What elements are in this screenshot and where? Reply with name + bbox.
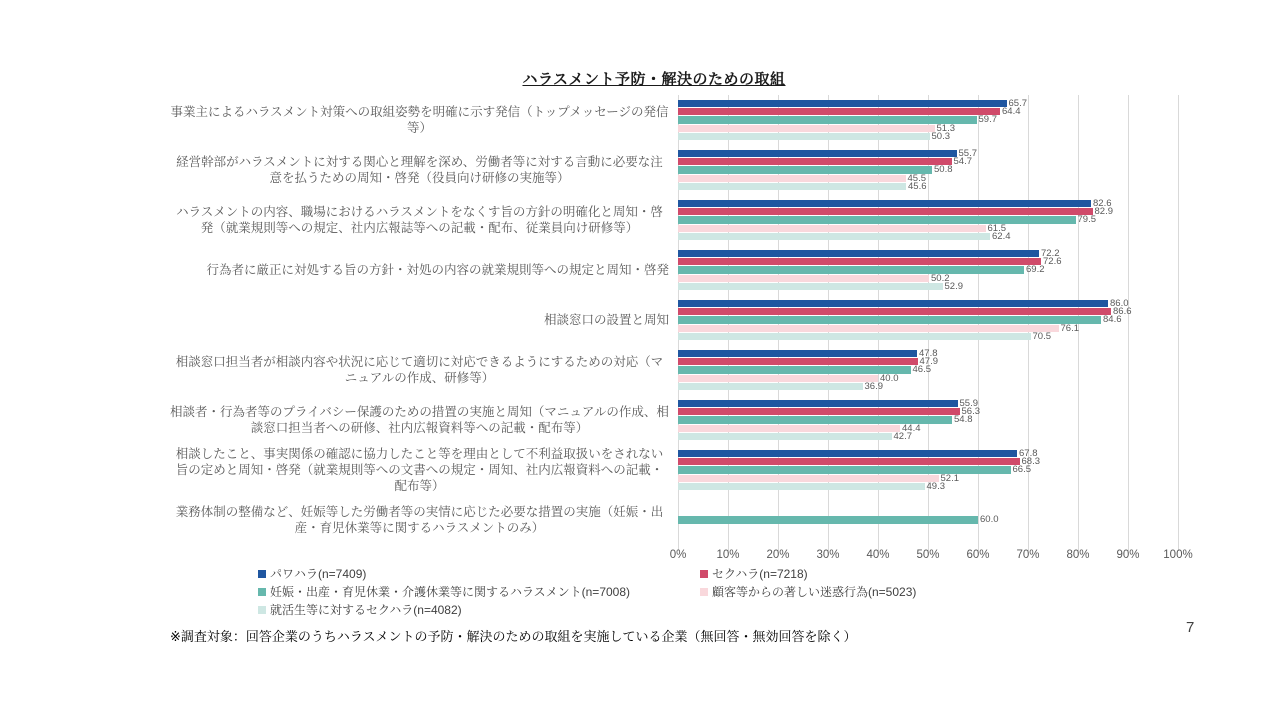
bar (678, 125, 935, 132)
bar-group (678, 395, 1183, 445)
value-label: 49.3 (926, 481, 945, 492)
category-label: 業務体制の整備など、妊娠等した労働者等の実情に応じた必要な措置の実施（妊娠・出産・育児休業等に関するハラスメントのみ） (175, 504, 664, 535)
legend-swatch (258, 570, 266, 578)
value-label: 46.5 (912, 364, 931, 376)
bar-slot (678, 214, 1183, 226)
value-label: 62.4 (992, 231, 1011, 242)
bar (678, 100, 1007, 107)
bar (678, 250, 1039, 257)
bar (678, 258, 1041, 265)
bar (678, 225, 986, 232)
legend-label: 就活生等に対するセクハラ(n=4082) (270, 603, 462, 617)
axis-tick-label: 50% (916, 549, 940, 561)
bar-slot (678, 500, 1183, 507)
value-label: 86.0 (1110, 297, 1129, 309)
category-label: 相談窓口担当者が相談内容や状況に応じて適切に対応できるようにするための対応（マニュアルの作成、研修等） (175, 354, 664, 385)
value-label: 69.2 (1026, 264, 1045, 276)
category-row (170, 395, 1183, 445)
value-label: 59.7 (978, 114, 997, 126)
bar-slot (678, 383, 1183, 390)
category-label: ハラスメントの内容、職場におけるハラスメントをなくす旨の方針の明確化と周知・啓発（就業規則等への規定、社内広報誌等への記載・配布、従業員向け研修等） (176, 204, 663, 235)
bar (678, 183, 906, 190)
axis-tick-label: 100% (1163, 549, 1193, 561)
bar (678, 150, 957, 157)
bar-group (678, 345, 1183, 395)
bar (678, 475, 939, 482)
value-label: 50.2 (931, 272, 950, 284)
axis-tick-label: 80% (1066, 549, 1090, 561)
bar (678, 333, 1031, 340)
legend-item (258, 565, 366, 582)
legend-label: 顧客等からの著しい迷惑行為(n=5023) (712, 585, 917, 599)
bar-group (678, 445, 1183, 495)
bar-slot (678, 422, 1183, 434)
category-row (170, 245, 1183, 295)
bar-slot (678, 514, 1183, 526)
bar-group (678, 295, 1183, 345)
bar (678, 458, 1020, 465)
bar-slot (678, 147, 1183, 159)
axis-tick-label: 10% (716, 549, 740, 561)
footnote: ※調査対象：回答企業のうちハラスメントの予防・解決のための取組を実施している企業（無回答・無効回答を除く） (170, 629, 857, 644)
value-label: 45.5 (907, 172, 926, 184)
bar-slot (678, 414, 1183, 426)
legend-swatch (700, 570, 708, 578)
bar-slot (678, 122, 1183, 134)
value-label: 60.0 (980, 514, 999, 526)
bar (678, 516, 978, 523)
bar (678, 383, 863, 390)
value-label: 86.6 (1113, 305, 1132, 317)
axis-tick-label: 20% (766, 549, 790, 561)
legend-item (258, 601, 462, 618)
bar (678, 400, 958, 407)
bar (678, 325, 1059, 332)
value-label: 61.5 (987, 222, 1006, 234)
bar-group (678, 95, 1183, 145)
bar-group (678, 195, 1183, 245)
value-label: 55.7 (958, 147, 977, 159)
category-label: 経営幹部がハラスメントに対する関心と理解を深め、労働者等に対する言動に必要な注意を払うための周知・啓発（役員向け研修の実施等） (176, 154, 663, 185)
bar (678, 116, 977, 123)
bar (678, 408, 960, 415)
bar-slot (678, 455, 1183, 467)
value-label: 72.2 (1041, 247, 1060, 259)
bar (678, 316, 1101, 323)
category-label: 事業主によるハラスメント対策への取組姿勢を明確に示す発信（トップメッセージの発信等） (170, 104, 669, 135)
bar-chart (170, 95, 1193, 570)
value-label: 52.9 (944, 281, 963, 292)
bar-slot (678, 525, 1183, 532)
bar-slot (678, 233, 1183, 240)
value-label: 36.9 (864, 381, 883, 392)
value-label: 68.3 (1021, 455, 1040, 467)
axis-tick-label: 60% (966, 549, 990, 561)
bar (678, 425, 900, 432)
value-label: 56.3 (961, 405, 980, 417)
value-label: 47.8 (919, 347, 938, 359)
legend-label: セクハラ(n=7218) (712, 567, 808, 581)
bar (678, 483, 925, 490)
bar (678, 275, 929, 282)
value-label: 82.6 (1093, 197, 1112, 209)
value-label: 50.8 (934, 164, 953, 176)
value-label: 84.6 (1103, 314, 1122, 326)
bar-group (678, 495, 1183, 545)
value-label: 55.9 (959, 397, 978, 409)
value-label: 50.3 (931, 131, 950, 142)
bar (678, 133, 930, 140)
value-label: 65.7 (1008, 97, 1027, 109)
bar (678, 358, 918, 365)
legend-swatch (258, 606, 266, 614)
category-row (170, 295, 1183, 345)
category-row (170, 195, 1183, 245)
value-label: 47.9 (919, 355, 938, 367)
bar (678, 283, 943, 290)
value-label: 44.4 (902, 422, 921, 434)
bar-slot (678, 183, 1183, 190)
bar (678, 266, 1024, 273)
category-label: 相談したこと、事実関係の確認に協力したこと等を理由として不利益取扱いをされない旨の定めと周知・啓発（就業規則等への文書への規定・周知、社内広報資料への記載・配布等） (175, 446, 664, 494)
legend-label: 妊娠・出産・育児休業・介護休業等に関するハラスメント(n=7008) (270, 585, 631, 599)
bar-slot (678, 314, 1183, 326)
axis-tick-label: 30% (816, 549, 840, 561)
bar-slot (678, 133, 1183, 140)
chart-rows (170, 95, 1183, 545)
bar-slot (678, 247, 1183, 259)
bar-slot (678, 114, 1183, 126)
bar-slot (678, 483, 1183, 490)
category-label: 相談窓口の設置と周知 (543, 312, 669, 327)
bar (678, 175, 906, 182)
legend-item (700, 565, 808, 582)
bar-slot (678, 97, 1183, 109)
legend-item (258, 583, 630, 600)
value-label: 54.7 (953, 155, 972, 167)
bar-slot (678, 283, 1183, 290)
value-label: 76.1 (1060, 322, 1079, 334)
axis-tick-label: 40% (866, 549, 890, 561)
value-label: 54.8 (954, 414, 973, 426)
bar (678, 108, 1000, 115)
value-label: 42.7 (893, 431, 912, 442)
category-label: 相談者・行為者等のプライバシー保護のための措置の実施と周知（マニュアルの作成、相談窓口担当者への研修、社内広報資料等への記載・配布等） (170, 404, 669, 435)
bar-slot (678, 405, 1183, 417)
bar-slot (678, 397, 1183, 409)
value-label: 64.4 (1002, 105, 1021, 117)
bar-slot (678, 364, 1183, 376)
category-row (170, 345, 1183, 395)
bar-slot (678, 322, 1183, 334)
bar (678, 433, 892, 440)
bar (678, 300, 1108, 307)
bar (678, 200, 1091, 207)
bar-slot (678, 447, 1183, 459)
bar-slot (678, 508, 1183, 515)
axis-tick-label: 70% (1016, 549, 1040, 561)
category-label: 行為者に厳正に対処する旨の方針・対処の内容の就業規則等への規定と周知・啓発 (206, 262, 669, 277)
bar (678, 233, 990, 240)
bar (678, 350, 917, 357)
value-label: 67.8 (1019, 447, 1038, 459)
value-label: 66.5 (1012, 464, 1031, 476)
bar (678, 216, 1076, 223)
bar-slot (678, 433, 1183, 440)
bar (678, 375, 878, 382)
bar-slot (678, 155, 1183, 167)
bar (678, 166, 932, 173)
legend-label: パワハラ(n=7409) (270, 567, 367, 581)
page-number: 7 (1186, 619, 1195, 636)
bar-slot (678, 164, 1183, 176)
bar-group (678, 245, 1183, 295)
legend-item (700, 583, 916, 600)
category-row (170, 495, 1183, 545)
category-row (170, 145, 1183, 195)
value-label: 51.3 (936, 122, 955, 134)
bar (678, 450, 1017, 457)
bar (678, 208, 1093, 215)
bar-slot (678, 297, 1183, 309)
bar-slot (678, 372, 1183, 384)
bar-slot (678, 172, 1183, 184)
bar (678, 158, 952, 165)
axis-tick-label: 90% (1116, 549, 1140, 561)
legend-swatch (700, 588, 708, 596)
bar-slot (678, 205, 1183, 217)
value-label: 82.9 (1094, 205, 1113, 217)
value-label: 52.1 (940, 472, 959, 484)
value-label: 79.5 (1077, 214, 1096, 226)
legend-swatch (258, 588, 266, 596)
bar-slot (678, 272, 1183, 284)
value-label: 40.0 (880, 372, 899, 384)
bar-slot (678, 105, 1183, 117)
bar-slot (678, 533, 1183, 540)
value-label: 72.6 (1043, 255, 1062, 267)
axis-tick-label: 0% (669, 549, 687, 561)
bar-slot (678, 333, 1183, 340)
bar-slot (678, 464, 1183, 476)
value-label: 45.6 (908, 181, 927, 192)
bar (678, 466, 1011, 473)
bar (678, 366, 911, 373)
value-label: 70.5 (1032, 331, 1051, 342)
bar-slot (678, 222, 1183, 234)
bar (678, 308, 1111, 315)
bar-group (678, 145, 1183, 195)
chart-title: ハラスメント予防・解決のための取組 (522, 71, 786, 88)
category-row (170, 95, 1183, 145)
bar-slot (678, 255, 1183, 267)
category-row (170, 445, 1183, 495)
